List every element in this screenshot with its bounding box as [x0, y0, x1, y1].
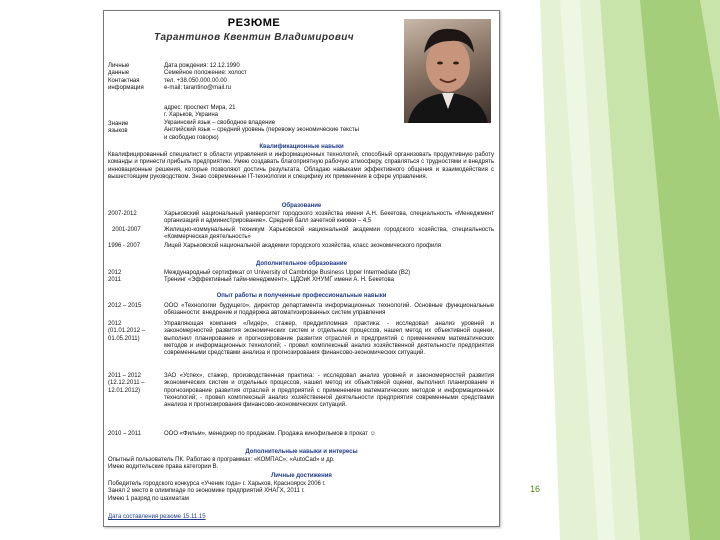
work-year: 2011 – 2012 (12.12.2011 – 12.01.2012) [108, 373, 145, 394]
education-year: 2001-2007 [112, 227, 141, 233]
work-year: 2012 – 2015 [108, 303, 142, 309]
add-education-year: 2012 [108, 270, 122, 276]
address-info: адрес: проспект Мира, 21 г. Харьков, Украина [164, 105, 236, 119]
work-year: 2012 (01.01.2012 – 01.05.2011) [108, 321, 146, 342]
education-text: Лицей Харьковской национальной академии городского хозяйства, класс экономического профиля [164, 243, 442, 249]
work-year: 2010 – 2011 [108, 431, 141, 437]
qualification-text: Квалифицированный специалист в области управления и информационных технологий, способный организовать продуктивную работу команды и принести прибыль предприятию. Умею создавать благоприятную рабочую атмосферу, справляться с трудностями и внедрять инновационные решения, которые позволяют достичь результата. Обладаю навыками эффективного общения и взаимодействия с вышестоящим руководством. Знаю современные IT-технологии и специфику их применения в сфере управления. [108, 152, 494, 180]
resume-page [103, 10, 500, 527]
education-year: 1996 - 2007 [108, 243, 141, 249]
qualification-header: Квалификационные навыки [259, 144, 344, 150]
language-label: Знание языков [108, 121, 129, 135]
slide-page-number: 16 [530, 484, 541, 494]
resume-title: РЕЗЮМЕ [227, 17, 281, 29]
resume-date: Дата составления резюме 15.11.15 [108, 514, 206, 520]
portrait-photo [404, 19, 491, 123]
work-header: Опыт работы и полученные профессиональные навыки [216, 293, 387, 299]
skills-header: Дополнительные навыки и интересы [245, 449, 358, 455]
personal-label: Личные данные Контактная информация [108, 63, 144, 91]
language-info: Украинский язык – свободное владение Английский язык – средний уровень (перевожу экономические тексты и свободно говорю) [164, 120, 359, 141]
personal-info: Дата рождения: 12.12.1990 Семейное положение: холост тел. +38.050.000.00.00 e-mail: tarantino@mail.ru [164, 63, 247, 91]
achievements-header: Личные достижения [271, 473, 332, 479]
education-header: Образование [281, 203, 322, 209]
portrait-icon [404, 19, 491, 123]
achievements-text: Победитель городского конкурса «Ученик года» г. Харьков, Красноярск 2006 г. Занял 2 место в олимпиаде по экономике предприятий ХНАГХ, 2011 г. Имею 1 разряд по шахматам [108, 481, 326, 502]
education-text: Харьковский национальный университет городского хозяйства имени А.Н. Бекетова, специальность «Менеджмент организаций и администрирование». Средний балл зачетной книжки – 4,5 [164, 211, 494, 225]
add-education-text: Тренинг «Эффективный тайм-менеджмент», ЦДОиК ХНУМГ имени А. Н. Бекетова [164, 277, 394, 283]
add-education-year: 2011 [108, 277, 121, 283]
resume-name: Тарантинов Квентин Владимирович [153, 32, 355, 43]
education-text: Жилищно-коммунальный техникум Харьковской национальной академии городского хозяйства, специальность «Коммерческая деятельность» [164, 227, 494, 241]
work-text: ООО «Технологии будущего», директор департамента информационных технологий. Основные функциональные обязанности: внедрение и поддержка автоматизированных систем управления [164, 303, 494, 317]
add-education-text: Международный сертификат от University of Cambridge Business Upper Intermediate (B2) [164, 270, 411, 276]
additional-education-header: Дополнительное образование [256, 261, 347, 267]
work-text: ООО «Фильм», менеджер по продажам. Продажа кинофильмов в прокат ☺ [164, 431, 376, 437]
education-year: 2007-2012 [108, 211, 137, 217]
skills-text: Опытный пользователь ПК. Работаю в программах: «КОМПАС»; «AutoCad» и др. Имею водительские права категории В. [108, 457, 335, 471]
work-text: Управляющая компания «Лидер», стажер, преддипломная практика: - исследовал анализ уровней и закономерностей развития экономических систем и отдельных процессов, нашел метод их объективной оценки, выполнил планирование и прогнозирование развития отраслей и предприятий с применением математических методов и информационных технологий; - провел комплексный анализ хозяйственной деятельности предприятия современными средствами анализа и прогнозирования финансово-экономических ситуаций. [164, 321, 494, 357]
work-text: ЗАО «Успех», стажер, производственная практика: - исследовал анализ уровней и закономерностей развития экономических систем и отдельных процессов, нашел метод их объективной оценки, выполнил планирование и прогнозирование развития отраслей и предприятий с применением математических методов и информационных технологий; - провел комплексный анализ хозяйственной деятельности предприятия современными средствами анализа и прогнозирования финансово-экономических ситуаций. [164, 373, 494, 409]
